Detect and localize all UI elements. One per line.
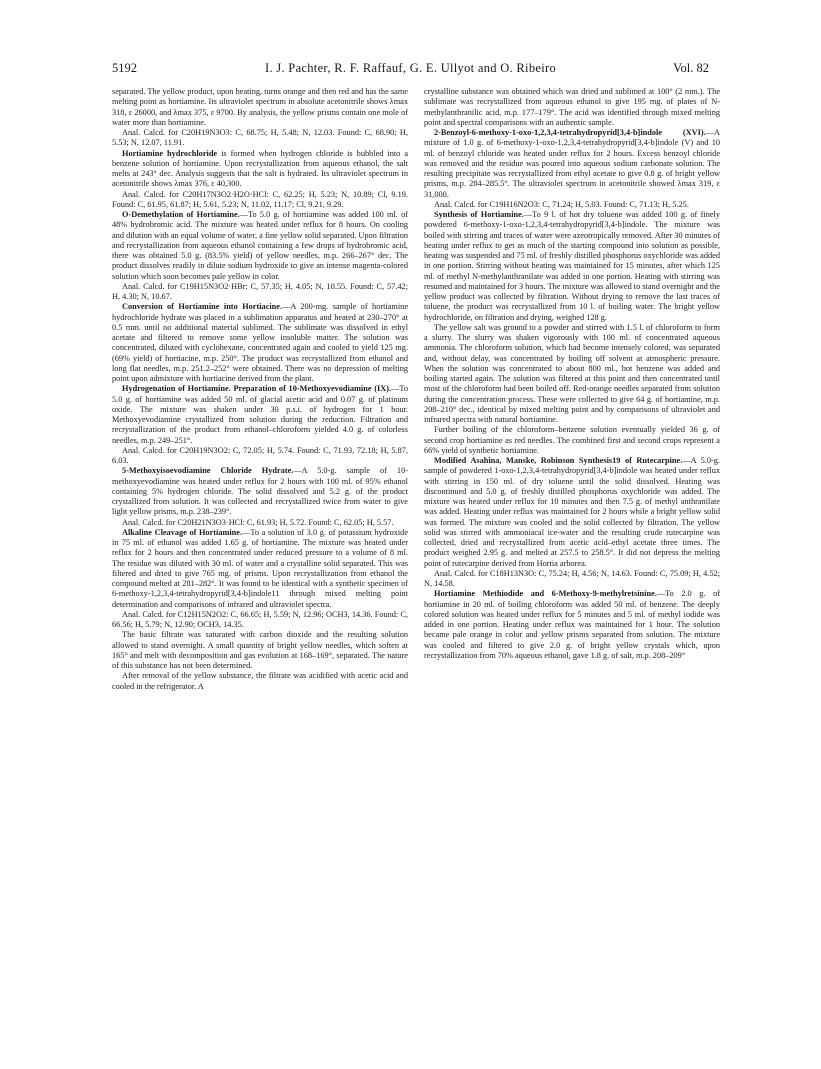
section-heading: 5-Methoxyisoevodiamine Chloride Hydrate. bbox=[122, 466, 294, 476]
paragraph: Hydrogenation of Hortiamine. Preparation of 10-Methoxyevodiamine (IX).—To 5.0 g. of hortiamine was added 50 ml. of glacial acetic acid and 0.07 g. of platinum oxide. The mixture was shaken under 30 p.s.i. of hydrogen for 1 hour. Methoxyevodiamine crystallized from solution during the reduction. Filtration and recrystallization of the product from ethanol–chloroform yielded 4.0 g. of colorless needles, m.p. 249–251°. bbox=[112, 384, 408, 445]
paragraph: Modified Asahina, Manske, Robinson Synthesis19 of Rutecarpine.—A 5.0-g. sample of powdered 1-oxo-1,2,3,4-tetrahydropyrid[3,4-b]indole was heated under reflux with stirring in 150 ml. of dry toluene until the solid dissolved. Heating was discontinued and 5.0 g. of freshly distilled phosphorus oxychloride was added. The mixture was heated under reflux for 10 minutes and then 7.5 g. of methyl anthranilate was added. Heating under reflux was maintained for 2 hours while a bright yellow solid was formed. The mixture was cooled and the solid collected by filtration. The yellow solid was stirred with ammoniacal ice-water and the resulting crude rutecarpine was collected, dried and recrystallized from acetic acid–ethyl acetate three times. The product weighed 2.95 g. and melted at 257.5 to 258.5°. It did not depress the melting point of rutecarpine derived from Hortia arborea. bbox=[424, 456, 720, 568]
paragraph: Alkaline Cleavage of Hortiamine.—To a solution of 3.0 g. of potassium hydroxide in 75 ml. of ethanol was added 1.65 g. of hortiamine. The mixture was heated under reflux for 2 hours and then concentrated under reduced pressure to a volume of 8 ml. The residue was diluted with 30 ml. of water and a crystalline solid separated. This was filtered and dried to give 765 mg. of prisms. Upon recrystallization from ethanol the compound melted at 281–282°. It was found to be identical with a synthetic specimen of 6-methoxy-1,2,3,4-tetrahydropyrid[3,4-b]indole11 through mixed melting point determination and comparisons of infrared and ultraviolet spectra. bbox=[112, 527, 408, 609]
paragraph: After removal of the yellow substance, the filtrate was acidified with acetic acid and cooled in the refrigerator. A bbox=[112, 671, 408, 691]
section-heading: Synthesis of Hortiamine. bbox=[434, 210, 524, 219]
paragraph: The yellow salt was ground to a powder and stirred with 1.5 l. of chloroform to form a slurry. The slurry was shaken vigorously with 100 ml. of concentrated aqueous ammonia. The chloroform solution, which had become intensely colored, was separated and, without delay, was concentrated by boiling off solvent at atmospheric pressure. When the solution was concentrated to about 800 ml., hot benzene was added and boiling started again. The solution was filtered at this point and then concentrated until most of the chloroform had been boiled off. Red-orange needles separated from solution during the concentration process. These were collected to give 64 g. of hortiamine, m.p. 208–210° dec., identical by mixed melting point and by comparisons of ultraviolet and infrared spectra with natural hortiamine. bbox=[424, 322, 720, 424]
paragraph: 2-Benzoyl-6-methoxy-1-oxo-1,2,3,4-tetrahydropyrid[3,4-b]indole (XVI).—A mixture of 1.0 g. of 6-methoxy-1-oxo-1,2,3,4-tetrahydropyrid[3,4-b]indole (V) and 10 ml. of benzoyl chloride was heated under reflux for 2 hours. Excess benzoyl chloride was removed and the residue was poured into aqueous sodium carbonate solution. The resulting precipitate was recrystallized from ethyl acetate to give 0.8 g. of bright yellow prisms, m.p. 284–285.5°. The ultraviolet spectrum in acetonitrile showed λmax 319, ε 31,000. bbox=[424, 128, 720, 199]
paragraph: Hortiamine hydrochloride is formed when hydrogen chloride is bubbled into a benzene solution of hortiamine. Upon recrystallization from aqueous ethanol, the salt melts at 243° dec. Analysis suggests that the salt is hydrated. Its ultraviolet spectrum in acetonitrile shows λmax 376, ε 40,300. bbox=[112, 148, 408, 189]
section-heading: Hortiamine Methiodide and 6-Methoxy-9-methylretsinine. bbox=[434, 589, 657, 599]
analysis-line: Anal. Calcd. for C19H16N2O3: C, 71.24; H, 5.03. Found: C, 71.13; H, 5.25. bbox=[434, 199, 689, 209]
paragraph: O-Demethylation of Hortiamine.—To 5.0 g. of hortiamine was added 100 ml. of 48% hydrobromic acid. The mixture was heated under reflux for 8 hours. On cooling and dilution with an equal volume of water, a fine yellow solid separated. Upon filtration and recrystallization from aqueous ethanol containing a few drops of hydrobromic acid, there was obtained 5.0 g. (83.5% yield) of yellow needles, m.p. 266–267° dec. The product dissolves readily in dilute sodium hydroxide to give an intense magenta-colored solution which soon becomes pale yellow in color. bbox=[112, 210, 408, 281]
paragraph: Synthesis of Hortiamine.—To 9 l. of hot dry toluene was added 100 g. of finely powdered 6-methoxy-1-oxo-1,2,3,4-tetrahydropyrid[3,4-b]indole. The mixture was boiled with stirring and traces of water were azeotropically removed. After 30 minutes of heating under reflux to get as much of the starting compound into solution as possible, heating was suspended and 75 ml. of freshly distilled phosphorus oxychloride was added in one portion. Stirring without heating was maintained for 15 minutes, after which 125 ml. of methyl N-methylanthranilate was added in one portion. Heating with stirring was resumed and maintained for 3 hours. The mixture was allowed to stand overnight and the yellow product was collected by filtration. Without drying to remove the last traces of toluene, the product was recrystallized from 10 l. of boiling water. The bright yellow hydrochloride, on filtration and drying, weighed 128 g. bbox=[424, 210, 720, 322]
section-heading: Hortiamine hydrochloride bbox=[122, 148, 218, 158]
page-number: 5192 bbox=[112, 61, 137, 75]
paragraph: crystalline substance was obtained which was dried and sublimed at 100° (2 mm.). The sublimate was recrystallized from aqueous ethanol to give 195 mg. of plates of N-methylanthranilic acid, m.p. 177–179°. The acid was identified through mixed melting point and spectral comparisons with an authentic sample. bbox=[424, 87, 720, 127]
paragraph: Further boiling of the chloroform–benzene solution eventually yielded 36 g. of second crop hortiamine as red needles. The combined first and second crops represent a 66% yield of synthetic hortiamine. bbox=[424, 425, 720, 455]
analysis-line: Anal. Calcd. for C12H15N2O2: C, 66.65; H, 5.59; N, 12.96; OCH3, 14.36. Found: C, 66.56; H, 5.79; N, 12.90; OCH3, 14.35. bbox=[112, 609, 408, 629]
analysis-line: Anal. Calcd. for C20H19N3O3: C, 68.75; H, 5.48; N, 12.03. Found: C, 68.90; H, 5.53; N, 12.07, 11.91. bbox=[112, 128, 408, 148]
running-authors: I. J. Pachter, R. F. Raffauf, G. E. Ullyot and O. Ribeiro bbox=[264, 61, 557, 75]
left-column bbox=[112, 87, 408, 1052]
section-heading: 2-Benzoyl-6-methoxy-1-oxo-1,2,3,4-tetrahydropyrid[3,4-b]indole (XVI). bbox=[434, 128, 706, 137]
volume-label: Vol. 82 bbox=[673, 61, 709, 75]
paragraph: Hortiamine Methiodide and 6-Methoxy-9-methylretsinine.—To 2.0 g. of hortiamine in 20 ml. of boiling chloroform was added 50 ml. of benzene. The deeply colored solution was heated under reflux for 5 minutes and 5 ml. of methyl iodide was added in one portion. Heating under reflux was maintained for 1 hour. The solution became pale orange in color and yellow prisms separated from solution. The mixture was cooled and filtered to give 2.0 g. of bright yellow crystals which, upon recrystallization from 70% aqueous ethanol, gave 1.8 g. of salt, m.p. 208–209° bbox=[424, 589, 720, 660]
paragraph: separated. The yellow product, upon heating, turns orange and then red and has the same melting point as hortiamine. Its ultraviolet spectrum in absolute acetonitrile shows λmax 318, ε 26000, and λmax 375, ε 9700. By analysis, the yellow prisms contain one mole of water more than hortiamine. bbox=[112, 87, 408, 127]
paragraph: The basic filtrate was saturated with carbon dioxide and the resulting solution allowed to stand overnight. A small quantity of bright yellow needles, which soften at 165° and melt with decomposition and gas evolution at 168–169°, separated. The nature of this substance has not been determined. bbox=[112, 630, 408, 670]
section-heading: Conversion of Hortiamine into Hortiacine. bbox=[122, 302, 283, 312]
section-heading: O-Demethylation of Hortiamine. bbox=[122, 210, 240, 219]
paragraph: Conversion of Hortiamine into Hortiacine.—A 200-mg. sample of hortiamine hydrochloride hydrate was placed in a sublimation apparatus and heated at 230–270° at 0.5 mm. until no additional material sublimed. The sublimate was dissolved in ethyl acetate and filtered to remove some yellow insoluble matter. The solution was concentrated, diluted with cyclohexane, concentrated again and cooled to yield 125 mg. (69% yield) of hortiacine, m.p. 250°. The product was recrystallized from ethanol and long flat needles, m.p. 251.2–252° were obtained. There was no depression of melting point upon admixture with hortiacine derived from the plant. bbox=[112, 302, 408, 383]
running-header bbox=[112, 60, 709, 76]
right-column bbox=[424, 87, 720, 1052]
paragraph: 5-Methoxyisoevodiamine Chloride Hydrate.—A 5.0-g. sample of 10-methoxyevodiamine was heated under reflux for 2 hours with 100 ml. of 95% ethanol containing 5% hydrogen chloride. The solid dissolved and 5.2 g. of the product crystallized from solution. It was collected and recrystallized twice from water to give light yellow prisms, m.p. 238–239°. bbox=[112, 466, 408, 517]
analysis-line: Anal. Calcd. for C19H15N3O2·HBr: C, 57.35; H, 4.05; N, 10.55. Found: C, 57.42; H, 4.30; N, 10.67. bbox=[112, 281, 408, 301]
section-heading: Hydrogenation of Hortiamine. Preparation of 10-Methoxyevodiamine (IX). bbox=[122, 384, 392, 394]
analysis-line: Anal. Calcd. for C20H21N3O3·HCl: C, 61.93; H, 5.72. Found: C, 62.05; H, 5.57. bbox=[122, 517, 394, 527]
analysis-line: Anal. Calcd. for C20H17N3O2·H2O·HCl: C, 62.25; H, 5.23; N, 10.89; Cl, 9.19. Found: C, 61.95, 61.87; H, 5.61, 5.23; N, 11.02, 11.17; Cl, 9.21, 9.29. bbox=[112, 189, 408, 209]
section-heading: Modified Asahina, Manske, Robinson Synthesis19 of Rutecarpine. bbox=[434, 456, 683, 465]
analysis-line: Anal. Calcd. for C18H13N3O: C, 75.24; H, 4.56; N, 14.63. Found: C, 75.09; H, 4.52; N, 14.58. bbox=[424, 568, 720, 588]
analysis-line: Anal. Calcd. for C20H19N3O2: C, 72.05; H, 5.74. Found: C, 71.93, 72.18; H, 5.87, 6.03. bbox=[112, 445, 408, 465]
section-heading: Alkaline Cleavage of Hortiamine. bbox=[122, 527, 243, 537]
